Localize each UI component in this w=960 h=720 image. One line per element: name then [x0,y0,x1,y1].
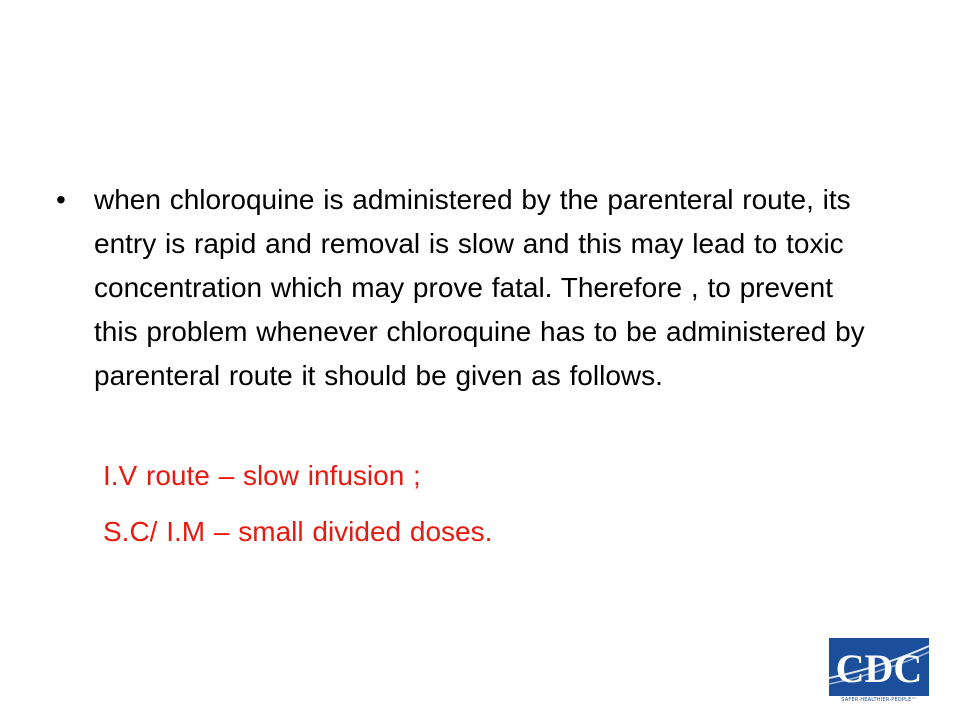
cdc-logo-letters: CDC [835,646,923,691]
bullet-marker: • [56,184,66,215]
cdc-logo [829,638,929,710]
iv-route-line: I.V route – slow infusion ; [103,460,421,491]
cdc-tagline: SAFER·HEALTHIER·PEOPLE™ [841,697,917,703]
sc-im-route-line: S.C/ I.M – small divided doses. [103,516,493,547]
cdc-logo-mark [829,638,929,696]
bullet-text: when chloroquine is administered by the parenteral route, its entry is rapid and removal is slow and this may lead to toxic concentration which may prove fatal. Therefore , to prevent this problem whenever chloroquine has to be administered by parenteral route it should be given as follows. [94,184,865,391]
bullet-list [56,178,876,398]
cdc-logo-icon [829,638,929,696]
bullet-item [56,178,876,398]
